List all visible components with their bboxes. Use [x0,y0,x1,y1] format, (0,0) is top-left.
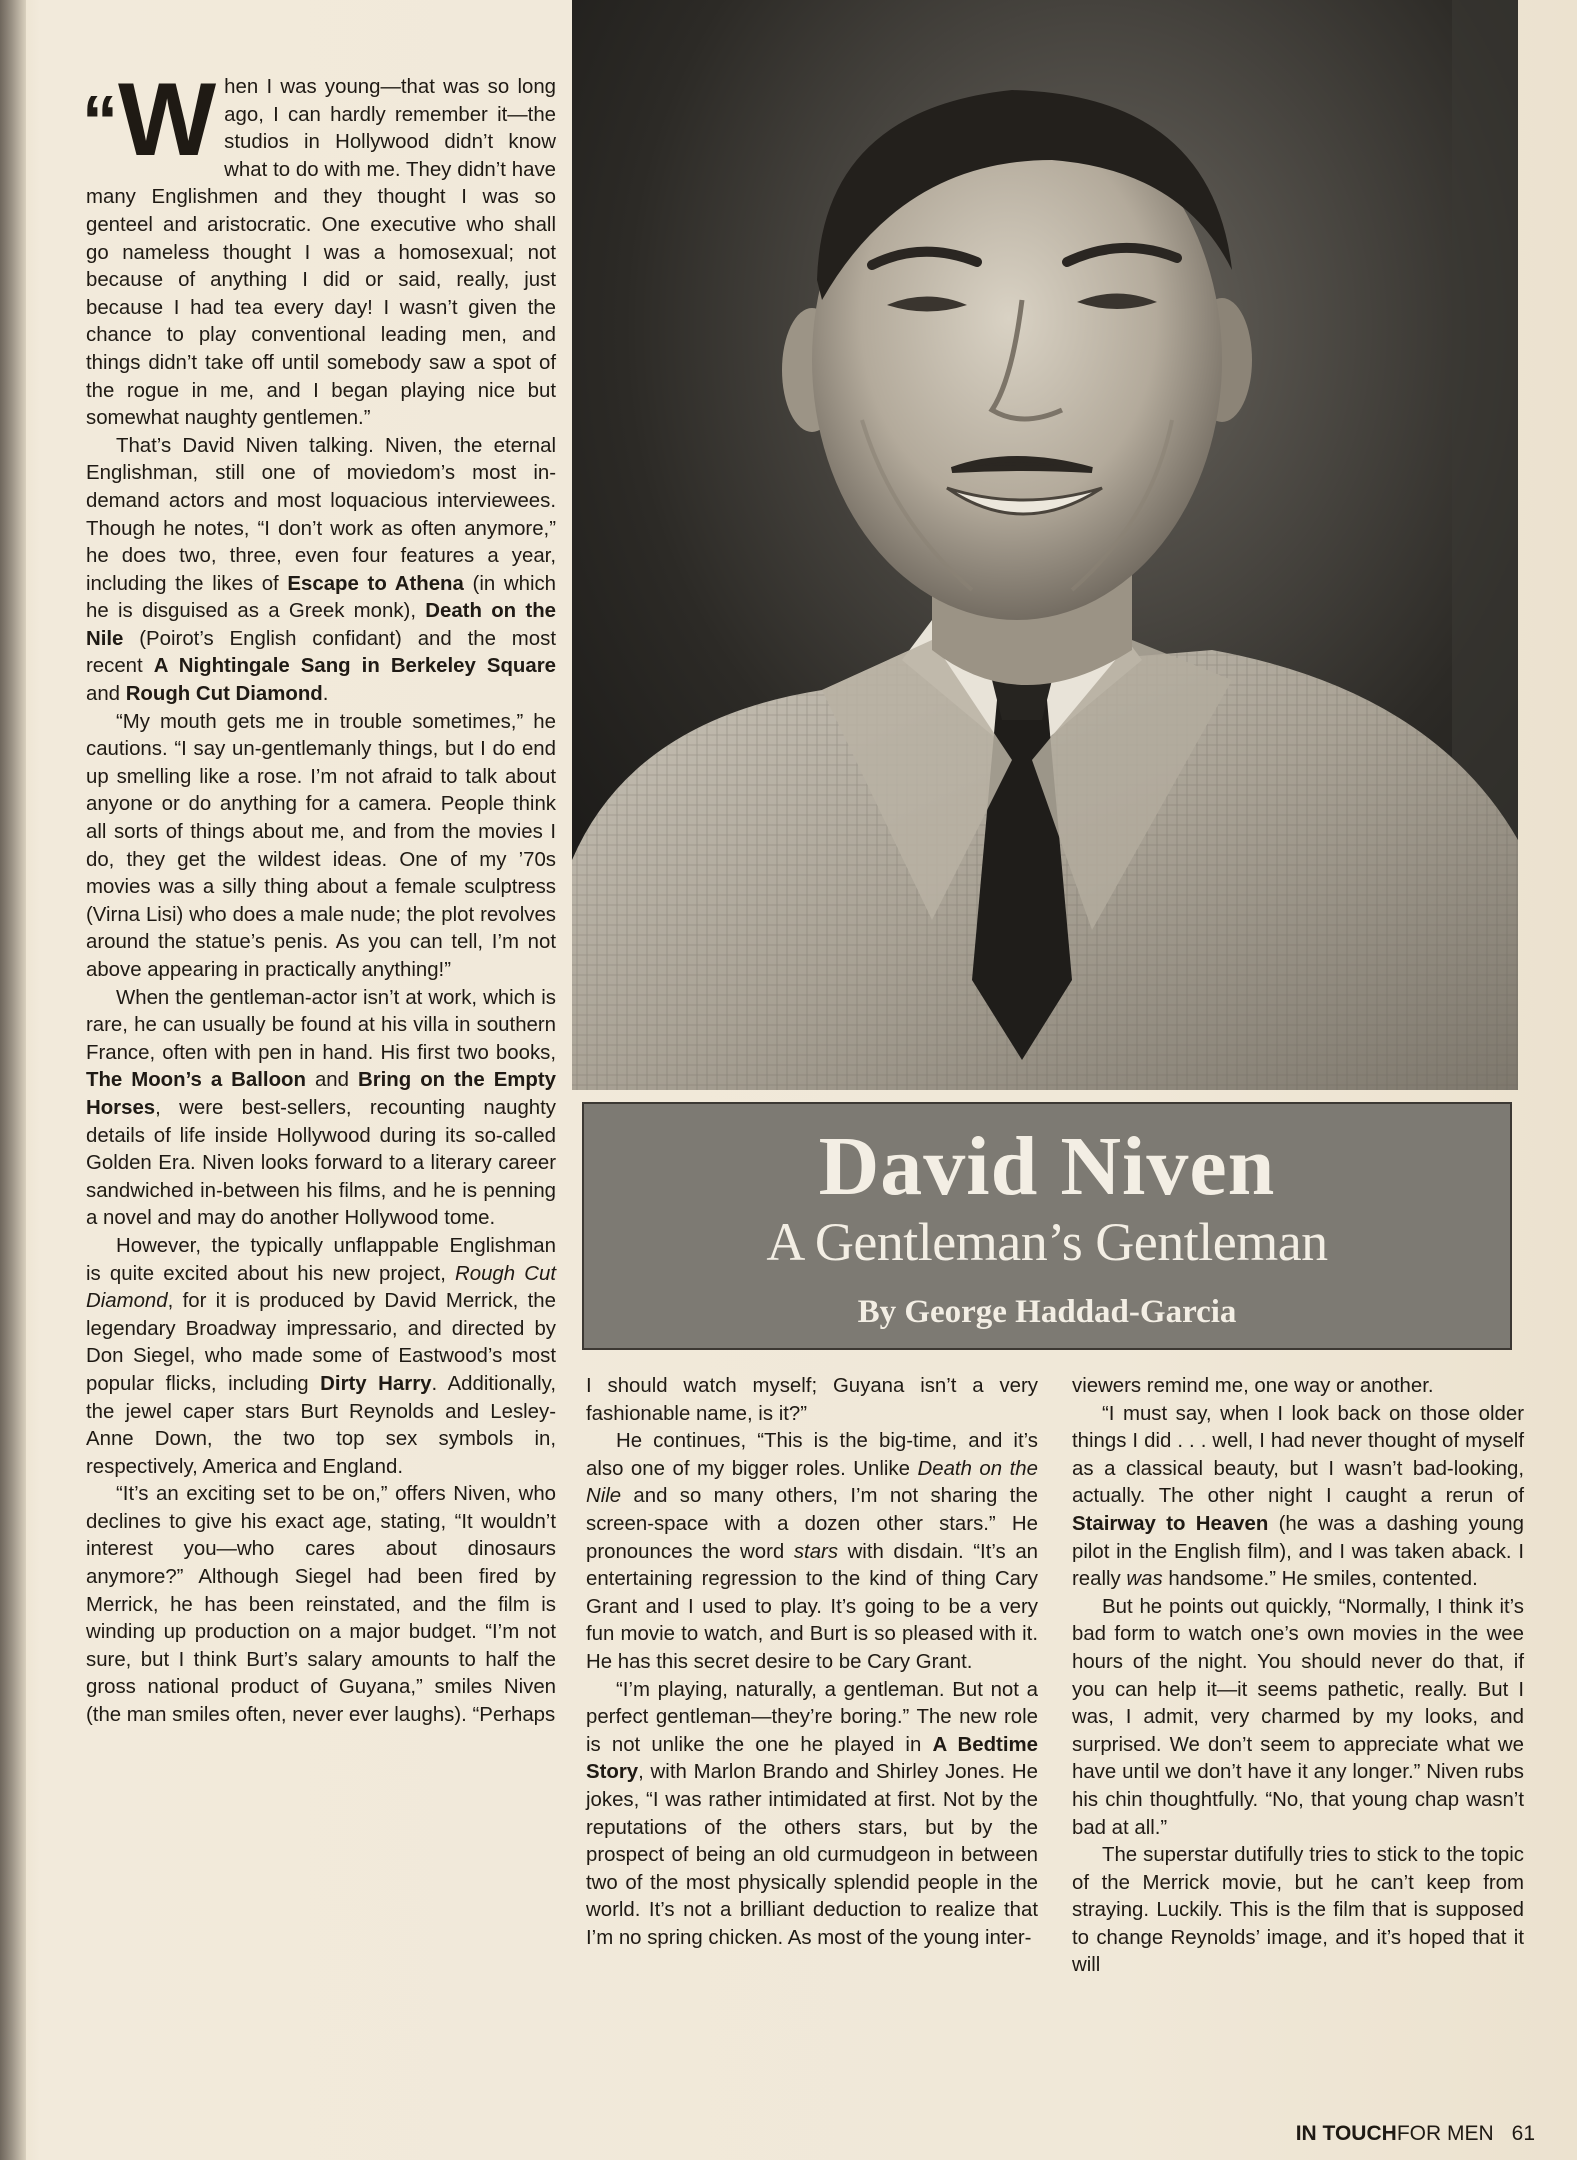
page-binding-shadow [0,0,26,2160]
p5-text-b: , for it is produced by David Merrick, the legendary Broadway impressario, and directed by Don Siegel, who made some of Eastwood’s most popular flicks, including [86,1290,556,1395]
p2-text-e: . [322,683,329,706]
p4-text-c: , were best-sellers, recounting naughty details of life inside Hollywood during its so-called Golden Era. Niven looks forward to a literary career sandwiched in-between his films, and he is penning a novel and may do another Hollywood tome. [86,1096,556,1230]
paragraph-1: hen I was young—that was so long ago, I can hardly remember it—the studios in Hollywood didn’t know what to do with me. They didn’t have many Englishmen and they thought I was so genteel and aristocratic. One executive who shall go nameless thought I was a homosexual; not because of anything I did or said, really, just because I had tea every day! I wasn’t given the chance to play conventional leading men, and things didn’t take off until somebody saw a spot of the rogue in me, and I began playing nice but somewhat naughty gentlemen.” [86,76,556,430]
c2p2-text-c: with disdain. “It’s an entertaining regression to the kind of thing Cary Grant and I used to play. It’s going to be a very fun movie to watch, and Burt is so pleased with it. He has this secret desire to be Cary Grant. [586,1540,1038,1673]
portrait-illustration [572,0,1518,1090]
drop-cap-quote: “ [82,82,116,162]
magazine-name-bold: IN TOUCH [1295,2122,1397,2145]
headline-title: David Niven [818,1120,1276,1213]
p5-text-c: . Additionally, the jewel caper stars Burt Reynolds and Lesley-Anne Down, the two top sex symbols in, respectively, America and England. [86,1372,557,1478]
page-folio [1255,2121,1535,2147]
p2-text-d: and [86,683,126,706]
c2-paragraph-3 [586,1677,1038,1953]
byline: By George Haddad-Garcia [857,1294,1237,1330]
article-column-2 [586,1373,1038,1952]
c2p3-text-b: , with Marlon Brando and Shirley Jones. He jokes, “I was rather intimidated at first. Not by the reputations of the others stars, but by the prospect of being an old curmudgeon in between two of the most physically splendid people in the world. It’s not a brilliant deduction to realize that I’m no spring chicken. As most of the young inter- [586,1761,1038,1949]
paragraph-4 [86,985,556,1233]
paragraph-5 [86,1233,556,1481]
emphasis-was: was [1126,1568,1163,1591]
film-title-bedtime-story: A Bedtime Story [586,1733,1038,1784]
c3-paragraph-2 [1072,1401,1524,1594]
c3-paragraph-3: But he points out quickly, “Normally, I think it’s bad form to watch one’s own movies in the wee hours of the night. You should never do that, if you can help it—it seems pathetic, really. But I was, I admit, very charmed by my looks, and surprised. We don’t seem to appreciate what we have until we don’t have it any longer.” Niven rubs his chin thoughtfully. “No, that young chap wasn’t bad at all.” [1072,1595,1524,1839]
p2-text-a: That’s David Niven talking. Niven, the eternal Englishman, still one of moviedom’s most in-demand actors and most loquacious interviewees. Though he notes, “I don’t work as often anymore,” he does two, three, even four features a year, including the likes of [86,434,556,595]
p2-text-c: (Poirot’s English confidant) and the most recent [86,627,556,678]
film-title-rough-cut-diamond: Rough Cut Diamond [125,683,323,706]
headline-panel [582,1102,1512,1350]
paragraph-2 [86,433,556,709]
p4-text-a: When the gentleman-actor isn’t at work, which is rare, he can usually be found at his villa in southern France, often with pen in hand. His first two books, [86,986,556,1064]
c2-paragraph-1: I should watch myself; Guyana isn’t a very fashionable name, is it?” [586,1375,1038,1425]
c2p2-text-b: and so many others, I’m not sharing the screen-space with a dozen other stars.” He pronounces the word [586,1485,1038,1563]
film-title-dirty-harry: Dirty Harry [320,1372,432,1395]
magazine-name-rest: FOR MEN [1396,2122,1494,2145]
portrait-photo [572,0,1518,1090]
film-title-death-on-the-nile-italic: Death on the Nile [586,1457,1038,1508]
p5-text-a: However, the typically unflappable Englishman is quite excited about his new project, [86,1234,556,1285]
paragraph-3: “My mouth gets me in trouble sometimes,” he cautions. “I say un-gentlemanly things, but I do end up smelling like a rose. I’m not afraid to talk about anyone or do anything for a camera. People think all sorts of things about me, and from the movies I do, they get the wildest ideas. One of my ’70s movies was a silly thing about a female sculptress (Virna Lisi) who does a male nude; the plot revolves around the statue’s penis. As you can tell, I’m not above appearing in practically anything!” [86,710,556,981]
film-title-stairway-to-heaven: Stairway to Heaven [1072,1512,1269,1535]
article-opening [82,62,556,433]
c3-paragraph-4: The superstar dutifully tries to stick to the topic of the Merrick movie, but he can’t keep from straying. Luckily. This is the film that is supposed to change Reynolds’ image, and it’s hoped that it will [1072,1844,1524,1977]
film-title-rough-cut-diamond-italic: Rough Cut Diamond [86,1262,556,1313]
book-title-moons-a-balloon: The Moon’s a Balloon [86,1069,306,1092]
film-title-death-on-the-nile: Death on the Nile [86,600,556,650]
c3p2-text-b: (he was a dashing young pilot in the English film), and I was taken aback. I really [1072,1512,1524,1591]
article-column-1 [82,62,557,1730]
p2-text-b: (in which he is disguised as a Greek monk), [86,572,557,623]
book-title-empty-horses: Bring on the Empty Horses [86,1069,557,1119]
film-title-nightingale: A Nightingale Sang in Berkeley Square [153,655,557,678]
film-title-escape-to-athena: Escape to Athena [287,572,464,595]
paragraph-6: “It’s an exciting set to be on,” offers Niven, who declines to give his exact age, stating, “It wouldn’t interest you—who cares about dinosaurs anymore?” Although Siegel had been fired by Merrick, he has been reinstated, and the film is winding up production on a major budget. “I’m not sure, but I think Burt’s salary amounts to half the gross national product of Guyana,” smiles Niven (the man smiles often, never ever laughs). “Perhaps [86,1483,556,1727]
c3-paragraph-1: viewers remind me, one way or another. [1072,1375,1434,1397]
emphasis-stars: stars [793,1540,839,1563]
c2p3-text-a: “I’m playing, naturally, a gentleman. But not a perfect gentleman—they’re boring.” The new role is not unlike the one he played in [586,1678,1038,1756]
c2p2-text-a: He continues, “This is the big-time, and it’s also one of my bigger roles. Unlike [586,1430,1038,1480]
article-column-3 [1072,1373,1524,1980]
p4-text-b: and [305,1069,358,1092]
c2-paragraph-2 [586,1428,1038,1676]
c3p2-text-a: “I must say, when I look back on those older things I did . . . well, I had never thought of myself as a classical beauty, but I wasn’t bad-looking, actually. The other night I caught a rerun of [1072,1402,1524,1508]
c3p2-text-c: handsome.” He smiles, contented. [1162,1568,1478,1591]
drop-cap-letter: W [118,62,215,178]
drop-cap [82,62,215,178]
page-number: 61 [1511,2122,1535,2145]
headline-subtitle: A Gentleman’s Gentleman [766,1212,1328,1272]
